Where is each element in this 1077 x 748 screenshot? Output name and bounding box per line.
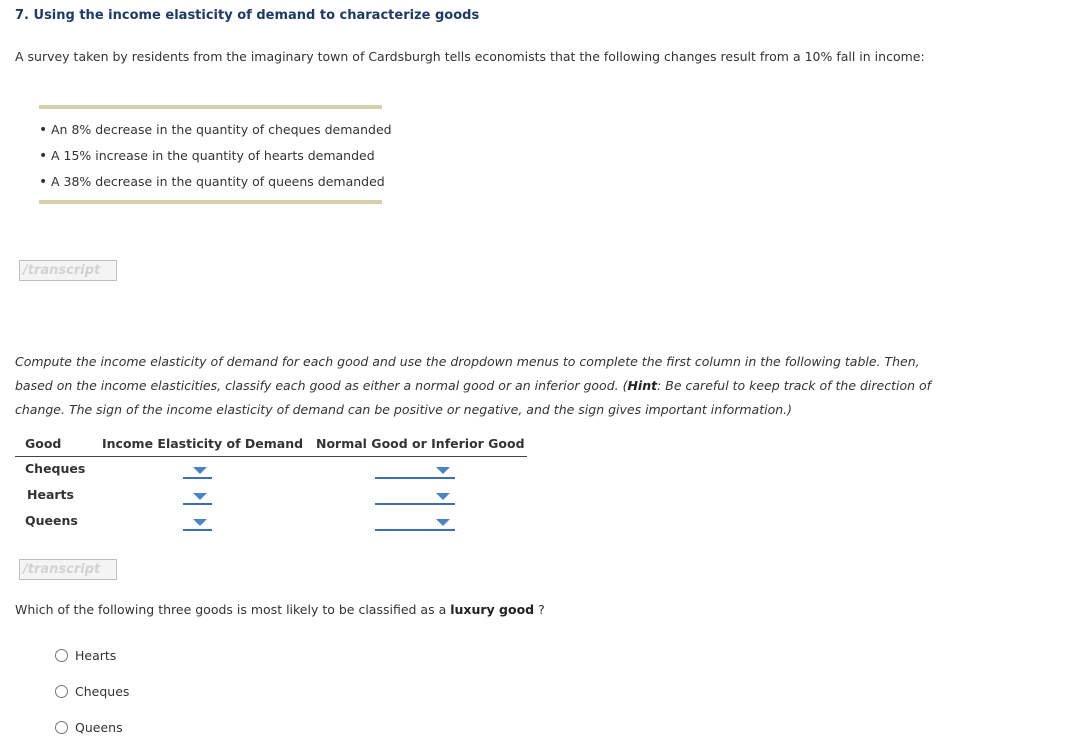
- classification-dropdown-queens[interactable]: [375, 514, 455, 531]
- question-suffix: ?: [538, 602, 545, 617]
- instructions-part1: Compute the income elasticity of demand for each good and use the dropdown menus to complete the first column in the following table. Then, based on the income elasticities, classify each good as either a normal good or an inferior good. (: [15, 354, 920, 393]
- list-item: • A 38% decrease in the quantity of queens demanded: [39, 174, 385, 190]
- option-label: Queens: [75, 720, 123, 735]
- option-cheques[interactable]: [55, 681, 129, 697]
- list-item: • An 8% decrease in the quantity of cheques demanded: [39, 122, 392, 138]
- classification-dropdown-cheques[interactable]: [375, 462, 455, 479]
- elasticity-dropdown-hearts[interactable]: [183, 488, 212, 505]
- list-item-text: A 38% decrease in the quantity of queens demanded: [51, 174, 385, 189]
- question-prefix: Which of the following three goods is most likely to be classified as a: [15, 602, 447, 617]
- row-label-cheques: Cheques: [25, 461, 86, 476]
- radio-icon[interactable]: [55, 721, 68, 734]
- classification-dropdown-hearts[interactable]: [375, 488, 455, 505]
- list-item: • A 15% increase in the quantity of hearts demanded: [39, 148, 375, 164]
- radio-icon[interactable]: [55, 649, 68, 662]
- problem-title: 7. Using the income elasticity of demand to characterize goods: [15, 8, 480, 23]
- option-label: Hearts: [75, 648, 117, 663]
- option-label: Cheques: [75, 684, 130, 699]
- chevron-down-icon: [436, 493, 450, 500]
- row-label-hearts: Hearts: [27, 487, 74, 502]
- radio-icon[interactable]: [55, 685, 68, 698]
- chevron-down-icon: [193, 519, 207, 526]
- transcript-button[interactable]: /transcript: [19, 260, 117, 281]
- chevron-down-icon: [193, 467, 207, 474]
- changes-box: [39, 105, 392, 204]
- option-queens[interactable]: [55, 717, 123, 733]
- question-emphasis: luxury good: [450, 602, 535, 617]
- instructions-text: [15, 350, 945, 422]
- list-item-text: A 15% increase in the quantity of hearts demanded: [51, 148, 375, 163]
- transcript-button[interactable]: /transcript: [19, 559, 117, 580]
- row-label-queens: Queens: [25, 513, 78, 528]
- header-classification: Normal Good or Inferior Good: [316, 436, 525, 451]
- chevron-down-icon: [436, 467, 450, 474]
- header-elasticity: Income Elasticity of Demand: [102, 436, 304, 451]
- luxury-question: [15, 602, 545, 617]
- list-item-text: An 8% decrease in the quantity of cheques demanded: [51, 122, 392, 137]
- elasticity-dropdown-cheques[interactable]: [183, 462, 212, 479]
- hint-label: Hint: [627, 378, 658, 393]
- option-hearts[interactable]: [55, 645, 116, 661]
- instructions-part2: : Be careful to keep track of the direction of change. The sign of the income elasticity of demand can be positive or negative, and the sign gives important information.): [15, 378, 932, 417]
- table-divider: [15, 456, 527, 457]
- elasticity-dropdown-queens[interactable]: [183, 514, 212, 531]
- chevron-down-icon: [436, 519, 450, 526]
- chevron-down-icon: [193, 493, 207, 500]
- header-good: Good: [25, 436, 62, 451]
- intro-text: A survey taken by residents from the imaginary town of Cardsburgh tells economists that the following changes result from a 10% fall in income:: [15, 49, 925, 64]
